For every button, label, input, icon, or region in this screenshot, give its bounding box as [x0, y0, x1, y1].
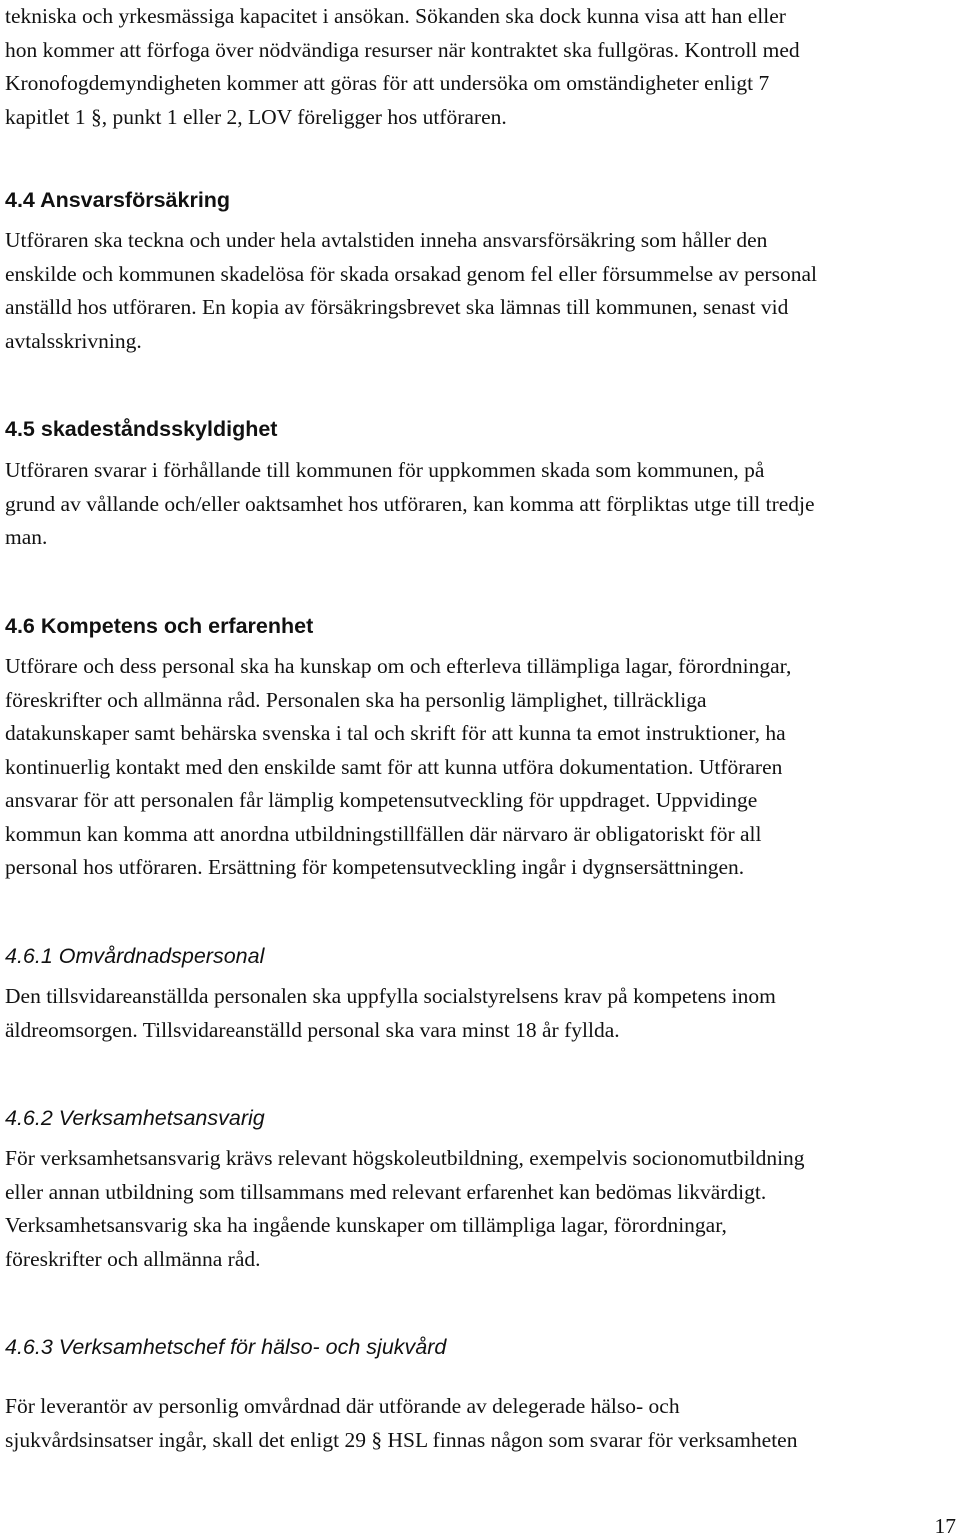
text-line: För leverantör av personlig omvårdnad där utförande av delegerade hälso- och: [5, 1394, 680, 1418]
section-heading-4-5: 4.5 skadeståndsskyldighet: [5, 417, 278, 441]
text-line: eller annan utbildning som tillsammans med relevant erfarenhet kan bedömas likvärdigt.: [5, 1179, 767, 1204]
text-line: Utföraren svarar i förhållande till kommunen för uppkommen skada som kommunen, på: [5, 458, 765, 482]
text-line: kommun kan komma att anordna utbildningstillfällen där närvaro är obligatoriskt för all: [5, 821, 762, 846]
text-line: sjukvårdsinsatser ingår, skall det enligt 29 § HSL finnas någon som svarar för verksamheten: [5, 1427, 798, 1452]
section-4-6-1-paragraph: [5, 980, 955, 1047]
text-line: hon kommer att förfoga över nödvändiga resurser när kontraktet ska fullgöras. Kontroll med: [5, 37, 800, 62]
text-line: kontinuerlig kontakt med den enskilde samt för att kunna utföra dokumentation. Utföraren: [5, 754, 783, 779]
section-heading-4-6-1: 4.6.1 Omvårdnadspersonal: [5, 944, 265, 968]
text-line: anställd hos utföraren. En kopia av försäkringsbrevet ska lämnas till kommunen, senast vid: [5, 295, 789, 319]
text-line: Kronofogdemyndigheten kommer att göras för att undersöka om omständigheter enligt 7: [5, 71, 770, 95]
text-line: enskilde och kommunen skadelösa för skada orsakad genom fel eller försummelse av personal: [5, 261, 817, 286]
section-4-6-paragraph: [5, 650, 955, 885]
text-line: tekniska och yrkesmässiga kapacitet i ansökan. Sökanden ska dock kunna visa att han eller: [5, 4, 786, 28]
section-4-6-2-paragraph: [5, 1142, 955, 1276]
text-line: äldreomsorgen. Tillsvidareanställd personal ska vara minst 18 år fyllda.: [5, 1017, 620, 1042]
text-line: Utföraren ska teckna och under hela avtalstiden inneha ansvarsförsäkring som håller den: [5, 228, 768, 252]
text-line: datakunskaper samt behärska svenska i tal och skrift för att kunna ta emot instruktioner, ha: [5, 721, 786, 745]
text-line: föreskrifter och allmänna råd.: [5, 1246, 261, 1271]
section-heading-4-6-2: 4.6.2 Verksamhetsansvarig: [5, 1106, 265, 1130]
text-line: Den tillsvidareanställda personalen ska uppfylla socialstyrelsens krav på kompetens inom: [5, 984, 776, 1008]
text-line: man.: [5, 525, 48, 549]
text-line: Utförare och dess personal ska ha kunskap om och efterleva tillämpliga lagar, förordningar,: [5, 654, 792, 678]
section-heading-4-6-3: 4.6.3 Verksamhetschef för hälso- och sjukvård: [5, 1335, 447, 1359]
text-line: ansvarar för att personalen får lämplig kompetensutveckling för uppdraget. Uppvidinge: [5, 788, 758, 812]
section-heading-4-4: 4.4 Ansvarsförsäkring: [5, 188, 231, 212]
section-heading-4-6: 4.6 Kompetens och erfarenhet: [5, 614, 314, 638]
text-line: personal hos utföraren. Ersättning för kompetensutveckling ingår i dygnsersättningen.: [5, 855, 745, 879]
text-line: grund av vållande och/eller oaktsamhet hos utföraren, kan komma att förpliktas utge till tredje: [5, 491, 815, 516]
text-line: kapitlet 1 §, punkt 1 eller 2, LOV föreligger hos utföraren.: [5, 104, 507, 129]
text-line: För verksamhetsansvarig krävs relevant högskoleutbildning, exempelvis socionomutbildning: [5, 1146, 805, 1170]
section-4-4-paragraph: [5, 224, 955, 358]
text-line: avtalsskrivning.: [5, 328, 142, 353]
section-4-6-3-paragraph: [5, 1390, 955, 1457]
text-line: Verksamhetsansvarig ska ha ingående kunskaper om tillämpliga lagar, förordningar,: [5, 1213, 727, 1237]
text-line: föreskrifter och allmänna råd. Personalen ska ha personlig lämplighet, tillräckliga: [5, 687, 707, 712]
section-4-5-paragraph: [5, 454, 955, 555]
intro-paragraph: [5, 0, 955, 134]
page-number: 17: [934, 1514, 956, 1538]
